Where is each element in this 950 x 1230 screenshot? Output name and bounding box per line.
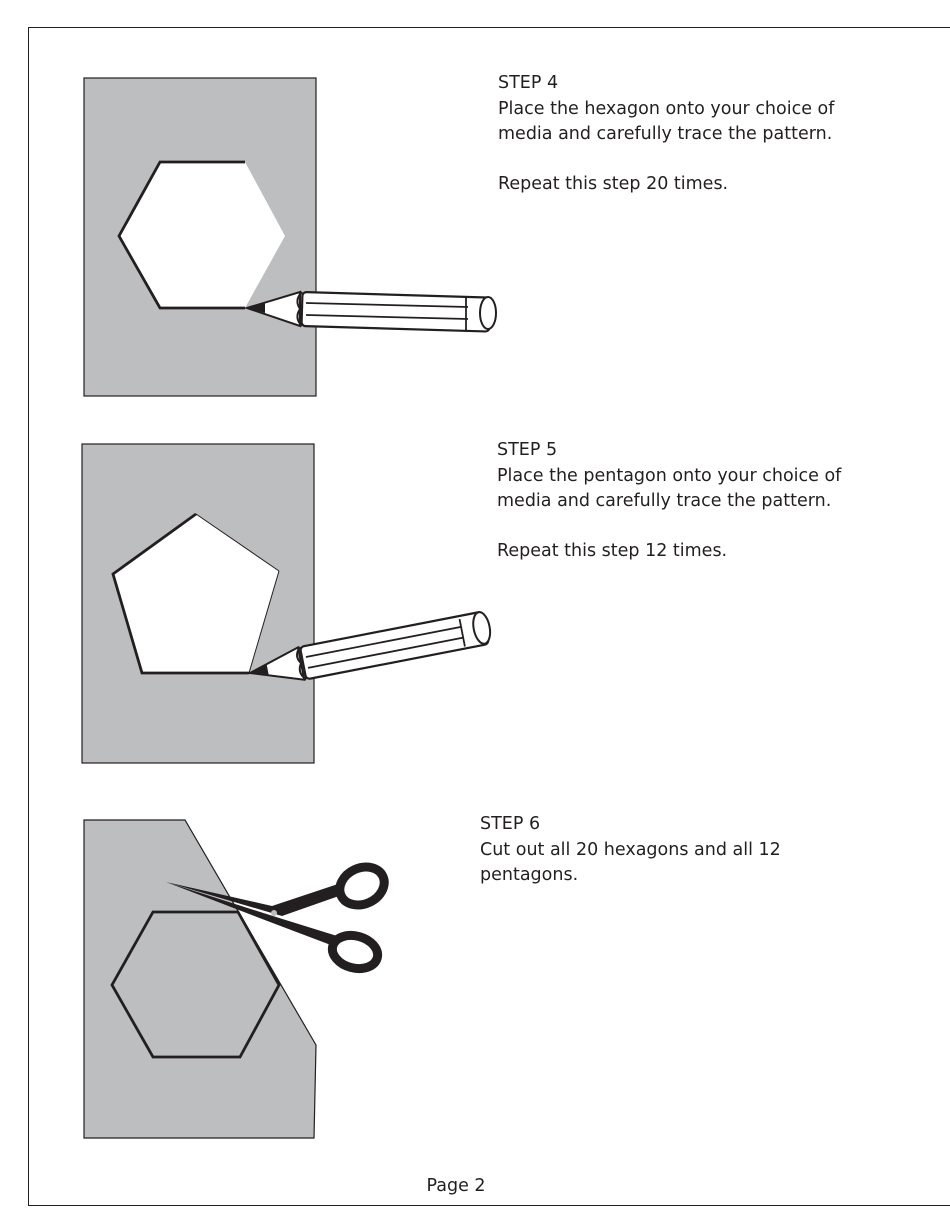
step6-cut-media: [84, 820, 316, 1138]
step4-repeat-note: Repeat this step 20 times.: [498, 174, 729, 194]
step4-text: [498, 71, 868, 197]
step4-description: Place the hexagon onto your choice of media and carefully trace the pattern.: [498, 99, 835, 144]
step6-text: [480, 812, 810, 888]
step4-illustration: [84, 78, 496, 396]
step5-illustration: [82, 444, 493, 763]
step6-description: Cut out all 20 hexagons and all 12 pentagons.: [480, 840, 781, 885]
step5-title: STEP 5: [497, 440, 558, 460]
step4-title: STEP 4: [498, 73, 559, 93]
step6-illustration: [84, 820, 390, 1138]
step5-description: Place the pentagon onto your choice of media and carefully trace the pattern.: [497, 466, 842, 511]
step5-repeat-note: Repeat this step 12 times.: [497, 541, 728, 561]
step6-title: STEP 6: [480, 814, 541, 834]
page-number: Page 2: [426, 1176, 486, 1196]
step5-text: [497, 438, 867, 564]
